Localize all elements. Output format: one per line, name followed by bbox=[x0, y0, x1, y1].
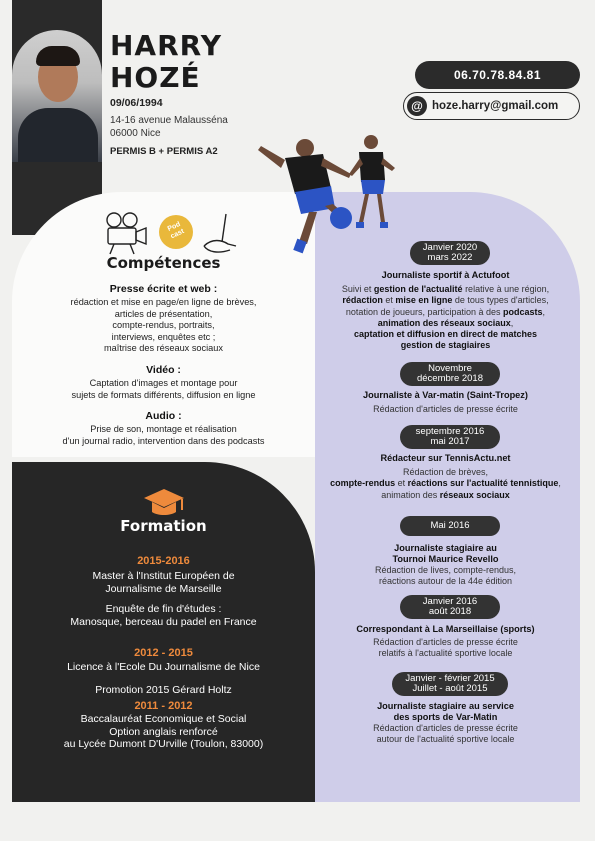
presse-line: interviews, enquêtes etc ; bbox=[111, 331, 216, 342]
experience-description bbox=[318, 723, 573, 746]
date-of-birth: 09/06/1994 bbox=[110, 97, 163, 109]
profile-photo bbox=[12, 30, 102, 162]
experience-date bbox=[400, 362, 500, 386]
formation-year: 2015-2016 bbox=[137, 555, 190, 567]
experience-date bbox=[400, 595, 500, 619]
experience-title: Journaliste à Var-matin (Saint-Tropez) bbox=[363, 390, 528, 400]
experience-description bbox=[318, 467, 573, 501]
audio-title: Audio : bbox=[145, 410, 182, 422]
formation-year: 2011 - 2012 bbox=[134, 700, 193, 712]
formation-title: Formation bbox=[120, 517, 207, 535]
date-line: Janvier 2016 bbox=[422, 595, 478, 607]
experience-description bbox=[318, 404, 573, 415]
description-line: animation des réseaux sociaux, bbox=[377, 317, 514, 328]
date-line: mai 2017 bbox=[430, 436, 470, 447]
description-line: relatifs à l'actualité sportive locale bbox=[378, 648, 513, 659]
experience-title: Rédacteur sur TennisActu.net bbox=[380, 453, 511, 463]
audio-line: Prise de son, montage et réalisation bbox=[90, 424, 237, 434]
presse-description bbox=[12, 297, 315, 355]
date-line: Novembre bbox=[428, 362, 472, 374]
formation-line: Manosque, berceau du padel en France bbox=[70, 615, 257, 628]
experience-date bbox=[400, 516, 500, 536]
description-line: Rédaction de lives, compte-rendus, bbox=[374, 565, 517, 575]
writing-hand-icon bbox=[204, 214, 236, 252]
address-city: 06000 Nice bbox=[110, 128, 161, 139]
title-line: Tournoi Maurice Revello bbox=[392, 554, 499, 564]
title-line: Journaliste stagiaire au bbox=[394, 543, 497, 553]
formation-year: 2012 - 2015 bbox=[134, 647, 193, 659]
experience-title bbox=[318, 543, 573, 565]
description-line: notation de joueurs, participation à des podcasts, bbox=[345, 306, 546, 317]
audio-description bbox=[12, 424, 315, 447]
experience-description bbox=[318, 284, 573, 352]
email-pill[interactable] bbox=[403, 92, 580, 120]
title-line: des sports de Var-Matin bbox=[393, 712, 498, 722]
formation-line: Promotion 2015 Gérard Holtz bbox=[95, 683, 232, 696]
experience-title: Journaliste sportif à Actufoot bbox=[381, 270, 510, 280]
video-title: Vidéo : bbox=[146, 364, 181, 376]
formation-line: au Lycée Dumont D'Urville (Toulon, 83000) bbox=[63, 738, 264, 750]
description-line: rédaction et mise en ligne de tous types d'articles, bbox=[342, 295, 549, 306]
video-line: Captation d'images et montage pour bbox=[89, 378, 238, 388]
experience-date bbox=[392, 672, 508, 696]
video-line: sujets de formats différents, diffusion en ligne bbox=[71, 389, 256, 400]
experience-title bbox=[318, 701, 573, 723]
name-last: HOZÉ bbox=[110, 61, 201, 94]
formation-line: Enquête de fin d'études : bbox=[105, 603, 222, 615]
description-line: Rédaction de brèves, bbox=[402, 467, 489, 477]
presse-line: rédaction et mise en page/en ligne de brèves, bbox=[70, 297, 257, 307]
formation-line: Baccalauréat Economique et Social bbox=[80, 713, 247, 725]
date-line: Janvier - février 2015 bbox=[405, 672, 495, 684]
formation-details bbox=[12, 661, 315, 696]
video-camera-icon bbox=[107, 213, 146, 254]
address bbox=[110, 114, 228, 140]
video-description bbox=[12, 378, 315, 401]
name-first: HARRY bbox=[110, 29, 222, 62]
description-line: compte-rendus et réactions sur l'actualité tennistique, bbox=[330, 478, 561, 489]
formation-details bbox=[12, 713, 315, 751]
formation-line: Licence à l'Ecole Du Journalisme de Nice bbox=[67, 661, 260, 673]
date-line: décembre 2018 bbox=[416, 373, 484, 384]
description-line: réactions autour de la 44e édition bbox=[378, 576, 513, 587]
experience-description bbox=[318, 637, 573, 660]
date-line: mars 2022 bbox=[427, 252, 473, 263]
footballers-illustration bbox=[255, 128, 400, 268]
at-sign-icon: @ bbox=[407, 96, 427, 116]
date-line: août 2018 bbox=[428, 606, 472, 617]
description-line: gestion de stagiaires bbox=[400, 340, 491, 351]
presse-line: compte-rendus, portraits, bbox=[112, 320, 215, 331]
formation-line: Journalisme de Marseille bbox=[105, 582, 222, 595]
email-address[interactable]: hoze.harry@gmail.com bbox=[432, 100, 559, 112]
formation-details bbox=[12, 570, 315, 628]
competences-title: Compétences bbox=[106, 254, 221, 272]
address-street: 14-16 avenue Malausséna bbox=[110, 115, 228, 126]
driving-licence: PERMIS B + PERMIS A2 bbox=[110, 146, 218, 157]
formation-line: Option anglais renforcé bbox=[109, 725, 218, 738]
description-line: Suivi et gestion de l'actualité relative à une région, bbox=[341, 284, 550, 294]
graduation-cap-icon bbox=[140, 486, 188, 518]
presse-line: articles de présentation, bbox=[114, 308, 213, 319]
description-line: Rédaction d'articles de presse écrite bbox=[373, 723, 518, 733]
podcast-badge-label: Pod cast bbox=[166, 220, 186, 241]
description-line: captation et diffusion en direct de matches bbox=[353, 329, 538, 340]
description-line: animation des réseaux sociaux bbox=[381, 489, 510, 500]
experience-date bbox=[400, 425, 500, 449]
experience-date bbox=[410, 241, 490, 265]
date-line: Janvier 2020 bbox=[422, 241, 478, 253]
date-line: Mai 2016 bbox=[430, 519, 470, 531]
experience-description bbox=[318, 565, 573, 588]
date-line: Juillet - août 2015 bbox=[412, 683, 488, 694]
title-line: Journaliste stagiaire au service bbox=[377, 701, 514, 711]
experience-title: Correspondant à La Marseillaise (sports) bbox=[356, 624, 535, 634]
date-line: septembre 2016 bbox=[415, 425, 485, 437]
audio-line: d'un journal radio, intervention dans des podcasts bbox=[62, 435, 265, 446]
description-line: autour de l'actualité sportive locale bbox=[376, 734, 515, 745]
description-line: Rédaction d'articles de presse écrite bbox=[373, 637, 518, 647]
description-line: Rédaction d'articles de presse écrite bbox=[373, 404, 518, 414]
presse-title: Presse écrite et web : bbox=[109, 283, 218, 295]
presse-line: maîtrise des réseaux sociaux bbox=[104, 343, 223, 354]
phone-number[interactable]: 06.70.78.84.81 bbox=[415, 61, 580, 89]
candidate-name bbox=[110, 30, 222, 94]
formation-line: Master à l'Institut Européen de bbox=[92, 570, 235, 582]
